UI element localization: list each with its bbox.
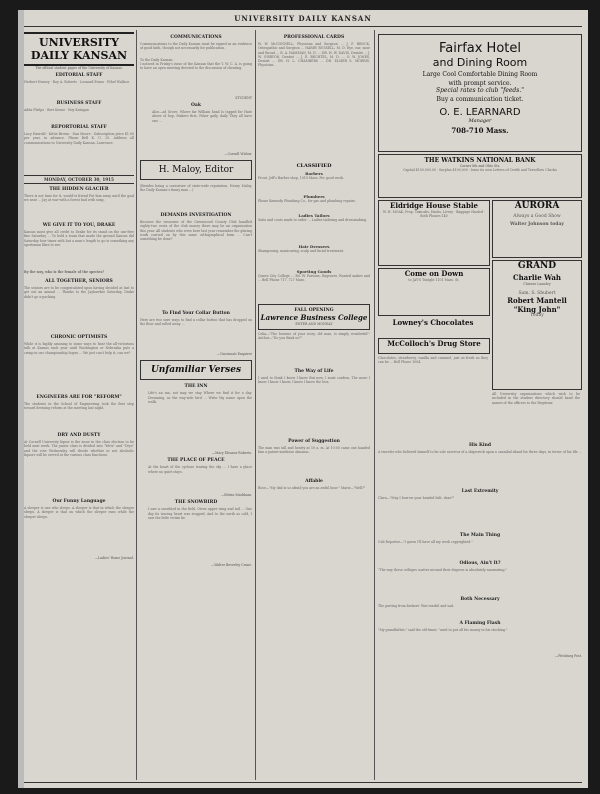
ad-name: Robert Mantell: [507, 296, 567, 306]
article-heading: CHRONIC OPTIMISTS: [50, 335, 108, 341]
joke-column: [378, 440, 582, 530]
column-classified: [258, 32, 370, 510]
date-line: MONDAY, OCTOBER 30, 1915: [24, 175, 134, 184]
article-body: Chocolates, strawberry, vanilla and caramel, just as fresh as they can be ... Bell Phone 1004.: [378, 356, 488, 365]
ad-title: THE WATKINS NATIONAL BANK: [424, 157, 536, 164]
section-heading: CLASSIFIED: [296, 163, 332, 169]
article-heading: Last Extremity: [461, 489, 499, 494]
classified-entry: Shampooing, manicuring, scalp and facial treatment.: [258, 249, 345, 253]
article-heading: ALL TOGETHER, SENIORS: [45, 279, 113, 285]
article-body: Cub Reporter—"I guess I'll have all my work copyrighted.": [378, 540, 473, 544]
section-box: Unfamiliar Verses: [140, 360, 252, 380]
article-heading: A Flaming Flash: [459, 621, 501, 626]
article-body: I used to think I knew I knew But now, I must confess, The more I know I know I know, I know I know the less.: [258, 376, 370, 385]
ad-line: Corner 8th and Ohio Sts.: [459, 164, 501, 168]
article-heading: Odious, Ain't It?: [459, 561, 501, 566]
page-header: UNIVERSITY DAILY KANSAN: [234, 14, 372, 23]
classified-entry: Phone Kennedy Plumbing Co., for gas and plumbing repairs.: [258, 199, 356, 203]
attribution: —Ladies' Home Journal.: [94, 556, 134, 561]
ad-line: Today: [530, 313, 544, 319]
category-heading: Hair Dressers: [298, 244, 330, 249]
ad-body: W. H. MOAK, Prop. Taxicabs, Hacks, Livery · Baggage Hauled · Both Phones 140: [383, 210, 485, 219]
article-body: Communications to the Daily Kansan must be signed as an evidence of good faith, though not necessarily for publication.: [140, 42, 252, 51]
ad-line: Special rates to club "feeds.": [435, 87, 525, 94]
grand-theater-ad: [492, 260, 582, 390]
professional-cards-list: W. W. McCONNELL, Physician and Surgeon ... J. F. BROCK, Osteopathic and Surgeon ... HARRY RUSSELL, M. D. Eye, ear, nose and throat ... R. A. HAMMAN, M. D. ... DR. H. W. DAVIS, Dentist ... J. W. O'BRYON, Dentist ... J. E. BECHTEL, M. D. ... O. W. JONES, Dentist ... DR. H. L. CHAMBERS ... DR. ELMER S. MORRIS, Physician.: [258, 42, 370, 68]
article-body: The students in the School of Engineering took the first step toward dressing reform at the meeting last night.: [24, 402, 134, 411]
masthead-notice: Lucy Harrold · Kittie Brown · Dan Moore · Subscription price $1.00 per year, in advance. Phone Bell K. U. 25. Address all communications to University Daily Kansan, Lawrence.: [24, 132, 134, 145]
attribution: —Cincinnati Enquirer: [216, 352, 252, 357]
article-heading: ENGINEERS ARE FOR "REFORM": [36, 395, 122, 401]
article-body: (Besides being a caricature of state-wide reputation, Henry Maloy, the Daily Kansan's funny man ...): [140, 184, 252, 193]
article-body: The parting from brokers' Was tearful and sad.: [378, 604, 454, 608]
article-body: There is not time for it, would'st friend Put him away until the goal we near ... Jay at war with a forest bad with song.: [24, 194, 134, 203]
attribution: —Mary Eleanor Roberts.: [211, 451, 252, 456]
ad-address: 708-710 Mass.: [451, 126, 509, 135]
article-heading: To Find Your Collar Button: [162, 311, 230, 317]
category-heading: Sporting Goods: [296, 269, 332, 274]
business-staff-heading: BUSINESS STAFF: [56, 101, 102, 107]
ad-line: Always a Good Show: [513, 214, 561, 219]
classified-entry: Queen City College ... Ed. W. Parsons, Engraver, Wanted makes and ... Bell Phone 717. 727 Mass.: [258, 274, 370, 283]
ad-line: ENTER AND MONDAY: [295, 322, 333, 326]
article-heading: Power of Suggestion: [288, 439, 340, 445]
column-divider: [255, 30, 256, 780]
by-the-way: By the way, who is the female of the species?: [24, 270, 105, 275]
article-heading: DRY AND DUSTY: [57, 433, 101, 439]
aurora-theater-ad: [492, 200, 582, 258]
come-down-ad: [378, 268, 490, 316]
ad-line: Buy a communication ticket.: [436, 96, 524, 103]
ad-line: Chinese Laundry: [523, 282, 551, 286]
article-body: The seniors are to be congratulated upon having decided at last to get out an annual ... Thanks to the Jayhawker Saturday, Drake didn't go a-packing.: [24, 286, 134, 299]
ad-line: Sam. S. Shubert: [518, 291, 556, 297]
fairfax-hotel-ad: [378, 34, 582, 152]
article-body: The man was tall and hearty at 10 a. m. At 10:05 came one handed him a patent-medicine almanac.: [258, 446, 370, 455]
ad-title: Lowney's Chocolates: [392, 318, 474, 327]
poem-body: Aloe—ad Grove, Where far William head Is tapped for Hate above of hop, Makers first, Poker gaily, daily They all have one ...: [152, 110, 252, 123]
ad-body: to JAY'S Tonight 1101 Mass. St.: [408, 278, 460, 282]
ad-title: McColloch's Drug Store: [387, 339, 481, 348]
staff-listing: Adda Phelps · Bert Keene · Roy Katagan: [24, 108, 89, 113]
article-body: A sleeper is one who sleeps. A sleeper is that in which the sleeper sleeps. A sleeper is that on which the sleeper runs while the sleeper sleeps.: [24, 506, 134, 519]
section-heading: COMMUNICATIONS: [170, 35, 222, 40]
signature: STUDENT: [235, 96, 252, 100]
ad-title: AURORA: [514, 201, 560, 211]
poem-body: At the heart of the cyclone tearing the sky ... I have a place where no quiet stays.: [148, 465, 252, 474]
article-heading: WE GIVE IT TO YOU, DRAKE: [42, 223, 116, 229]
header-rule: [24, 26, 582, 27]
newspaper-page: [18, 10, 588, 788]
column-communications: [140, 32, 252, 568]
editor-box: H. Maloy, Editor: [140, 160, 252, 180]
ad-title: Come on Down: [404, 269, 464, 278]
poem-title: THE SNOWBIRD: [174, 500, 218, 506]
ad-line: with prompt service.: [448, 80, 512, 87]
ad-line: "King John": [513, 305, 561, 315]
lowney-ad: [378, 318, 488, 336]
article-body: Kansas must give all credit to Drake for its stand on the one-free fine Saturday ... To hold a team that made the ground Kansas did Saturday four times with but a man's length to go is something any sportsman likes to see.: [24, 230, 134, 247]
tagline: The official student paper of the University of Kansas.: [35, 66, 123, 70]
column-editorial: [24, 32, 134, 560]
poem-title: THE INN: [184, 384, 208, 390]
poem-title: Oak: [191, 103, 201, 109]
ad-heading: FALL OPENING: [294, 308, 334, 313]
article-heading: DEMANDS INVESTIGATION: [160, 213, 232, 219]
ad-title: Lawrence Business College: [260, 313, 368, 322]
eldridge-stable-ad: [378, 200, 490, 266]
ad-line: Large Cool Comfortable Dining Room: [422, 71, 538, 78]
poem-body: Life's an inn, not may we stay Where we find it for a day. Dreaming, as the way-side bird ... Write thy name upon the walls.: [148, 391, 252, 404]
salutation: To the Daily Kansan:: [140, 58, 174, 62]
article-heading: The Way of Life: [294, 369, 334, 375]
article-heading: His Kind: [468, 443, 492, 448]
article-heading: The Main Thing: [459, 533, 501, 538]
article-body: A traveler who believed himself to be sole survivor of a shipwreck upon a cannibal island for three days, in terror of his life ...: [378, 450, 582, 454]
section-heading: PROFESSIONAL CARDS: [283, 35, 345, 40]
mcculloch-ad: [378, 338, 490, 354]
ad-title: Fairfax Hotel: [438, 41, 521, 56]
masthead: UNIVERSITY DAILY KANSAN: [24, 32, 134, 66]
column-advertisements: [378, 32, 582, 658]
ad-title: Eldridge House Stable: [390, 201, 478, 210]
article-body: Here are two sure ways to find a collar button that has dropped on the floor and rolled away ...: [140, 318, 252, 327]
classified-entry: Suits and coats made to order ... Ladies tailoring and dressmaking.: [258, 218, 367, 222]
staff-listing: Herbert Hussey · Roy A. Roberts · Leonard Evans · Ethel Wallace: [24, 80, 130, 85]
ad-title: GRAND: [517, 261, 557, 271]
article-body: Because the treasurer of the Greenwood County Club handled eighty-two cents of the club money there may be an organization this year. All students who were here last year remember the glaring work carried on by this same orthographical form ... Can't something be done?: [140, 220, 252, 242]
article-body: "The way these colleges scatter around their degrees is absolutely nauseating.": [378, 568, 507, 572]
article-body: While it is highly amusing to some ways to hear the all-victorious talk at Kansas each year until Washington or Nebraska puts a crimp in our championship hopes ... We just can't help it, can we?: [24, 342, 134, 355]
article-body: Rose—"My dad is so afraid you are an awful boor." Marie—"Well?": [258, 486, 366, 491]
ad-role: Manager: [468, 118, 492, 124]
attribution: —Edwin Markham.: [221, 493, 252, 498]
editorial-staff-heading: EDITORIAL STAFF: [55, 73, 103, 79]
attribution: —Walter Beverley Crane.: [211, 563, 252, 568]
article-body: I noticed in Friday's issue of the Kansan that the Y. W. C. A. is going to have an open meeting devoted to the discussion of cheating.: [140, 62, 252, 71]
article-heading: Affable: [305, 479, 323, 485]
article-heading: THE HIDDEN GLACIER: [49, 187, 109, 193]
footer-rule: [24, 782, 582, 783]
category-heading: Plumbers: [303, 194, 325, 199]
ad-subtitle: and Dining Room: [432, 56, 528, 69]
reportorial-staff-heading: REPORTORIAL STAFF: [51, 125, 107, 131]
column-divider: [374, 30, 375, 780]
ad-grid: [378, 200, 582, 530]
category-heading: Barbers: [305, 171, 323, 176]
poem-body: I saw a snowbird in the field, Given upper wing and tail ... One day its tracing heart was stopped, And to the earth as cold, I saw the little victim lie.: [148, 507, 252, 521]
ad-name: Charlie Wah: [513, 273, 561, 282]
business-college-ad: [258, 304, 370, 330]
category-heading: Ladies Tailors: [298, 213, 330, 218]
article-body: Celia—"The heroine of your story, old man, is simply wonderful!" Author—"Do you think so?": [258, 332, 370, 341]
article-body: Clara—"May I borrow your beaded belt, dear?": [378, 496, 455, 500]
classified-entry: Prout, Jeff's Barber shop, 1019 Mass. For good work.: [258, 176, 344, 180]
column-divider: [136, 30, 137, 780]
poem-title: THE PLACE OF PEACE: [167, 458, 225, 464]
ad-line: Walter Johnson today: [510, 222, 564, 228]
ad-name: O. E. LEARNARD: [439, 107, 521, 118]
bank-ad: [378, 154, 582, 198]
ad-body: Capital $100,000.00 · Surplus $100,000 · Issue its own Letters of Credit and Travellers Checks: [403, 168, 557, 173]
attribution: —Pittsburg Post.: [554, 654, 582, 658]
article-body: All University organizations which wish to be included in the student directory should hand the names of the officers to the Registrar.: [492, 392, 580, 405]
attribution: —Cornell Widow.: [224, 152, 252, 157]
article-heading: Our Funny Language: [52, 499, 106, 505]
article-heading: Both Necessary: [460, 597, 500, 602]
article-body: "My grandfather," said the old-timer, "used to put all his money in his stocking.": [378, 628, 508, 632]
article-body: At Cornell University liquor is the issue in the class election to be held next week. The junior class is divided into "Wets" and "Drys" and the vote Wednesday will decide whether or not alcoholic liquors will be served at the various class functions.: [24, 440, 134, 457]
